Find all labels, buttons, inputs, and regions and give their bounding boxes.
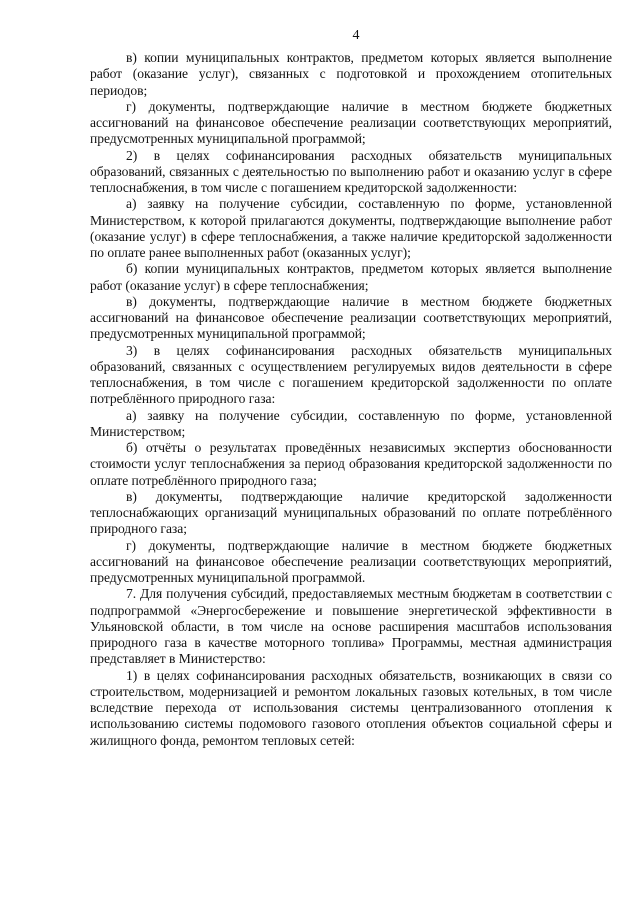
paragraph-12: 7. Для получения субсидий, предоставляемых местным бюджетам в соответствии с подпрограммой «Энергосбережение и повышение энергетической эффективности в Ульяновской области, в том числе на основе расширения масштабов использования природного газа в качестве моторного топлива» Программы, местная администрация представляет в Министерство: — [90, 586, 612, 667]
paragraph-11: г) документы, подтверждающие наличие в местном бюджете бюджетных ассигнований на финансовое обеспечение реализации соответствующих мероприятий, предусмотренных муниципальной программой. — [90, 537, 612, 585]
paragraph-9: б) отчёты о результатах проведённых независимых экспертиз обоснованности стоимости услуг теплоснабжения за период образования кредиторской задолженности по оплате потреблённого природного газа; — [90, 440, 612, 488]
paragraph-13: 1) в целях софинансирования расходных обязательств, возникающих в связи со строительством, модернизацией и ремонтом локальных газовых котельных, в том числе вследствие перехода от использования системы централизованного отопления к использованию системы подомового газового отопления объектов социальной сферы и жилищного фонда, ремонтом тепловых сетей: — [90, 667, 612, 748]
paragraph-3: 2) в целях софинансирования расходных обязательств муниципальных образований, связанных с деятельностью по выполнению работ и оказанию услуг в сфере теплоснабжения, в том числе с погашением кредиторской задолженности: — [90, 147, 612, 195]
paragraph-8: а) заявку на получение субсидии, составленную по форме, установленной Министерством; — [90, 407, 612, 439]
paragraph-4: а) заявку на получение субсидии, составленную по форме, установленной Министерством, к которой прилагаются документы, подтверждающие выполнение работ (оказание услуг) в сфере теплоснабжения, а также наличие кредиторской задолженности по оплате ранее выполненных работ (оказанных услуг); — [90, 196, 612, 260]
paragraph-7: 3) в целях софинансирования расходных обязательств муниципальных образований, связанных с осуществлением регулируемых видов деятельности в сфере теплоснабжения, в том числе с погашением кредиторской задолженности по оплате потреблённого природного газа: — [90, 342, 612, 407]
paragraph-2: г) документы, подтверждающие наличие в местном бюджете бюджетных ассигнований на финансовое обеспечение реализации соответствующих мероприятий, предусмотренных муниципальной программой; — [90, 98, 612, 147]
paragraph-6: в) документы, подтверждающие наличие в местном бюджете бюджетных ассигнований на финансовое обеспечение реализации соответствующих мероприятий, предусмотренных муниципальной программой; — [90, 293, 612, 342]
page-number: 4 — [352, 28, 360, 43]
paragraph-10: в) документы, подтверждающие наличие кредиторской задолженности теплоснабжающих организаций муниципальных образований по оплате потреблённого природного газа; — [90, 488, 612, 537]
paragraph-1: в) копии муниципальных контрактов, предметом которых является выполнение работ (оказание услуг), связанных с подготовкой и прохождением отопительных периодов; — [90, 50, 612, 98]
paragraph-5: б) копии муниципальных контрактов, предметом которых является выполнение работ (оказание услуг) в сфере теплоснабжения; — [90, 261, 612, 293]
document-page — [90, 28, 612, 749]
